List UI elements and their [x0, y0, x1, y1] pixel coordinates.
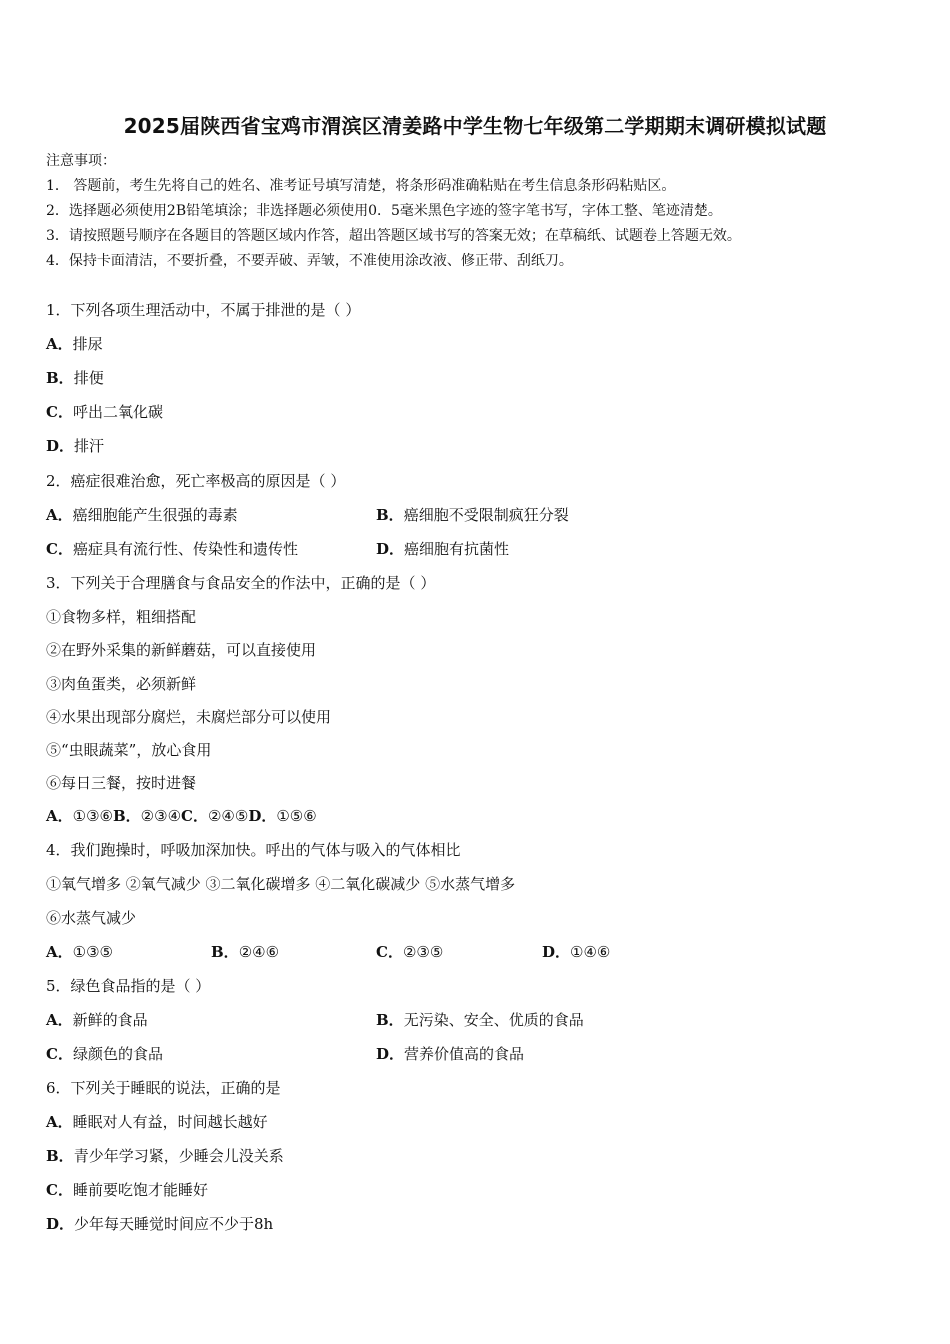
- q6-option-b: [46, 1146, 284, 1166]
- option-text: ②④⑤: [207, 807, 249, 825]
- q1-option-a: [46, 334, 103, 354]
- q2-options-row-1: [46, 505, 906, 525]
- q1-option-b: [46, 368, 104, 388]
- q2-option-a: [46, 506, 238, 524]
- notice-item-1: 1． 答题前，考生先将自己的姓名、准考证号填写清楚，将条形码准确粘贴在考生信息条形码粘贴区。: [46, 178, 676, 194]
- q4-option-b: [211, 942, 279, 962]
- notice-item-4: 4．保持卡面清洁，不要折叠，不要弄破、弄皱，不准使用涂改液、修正带、刮纸刀。: [46, 253, 573, 269]
- q5-option-d: [376, 1044, 524, 1064]
- q3-options: [46, 806, 317, 826]
- option-key: A．: [46, 1011, 73, 1029]
- option-text: 新鲜的食品: [72, 1011, 148, 1029]
- option-key: B．: [376, 506, 404, 524]
- q1-option-c: [46, 402, 163, 422]
- q6-option-a: [46, 1112, 268, 1132]
- option-key: D．: [46, 1215, 75, 1233]
- option-key: A．: [46, 807, 73, 825]
- option-text: 癌细胞有抗菌性: [404, 540, 510, 558]
- q3-item-6: ⑥每日三餐，按时进餐: [46, 774, 197, 792]
- option-key: A．: [46, 335, 73, 353]
- q3-item-5: ⑤“虫眼蔬菜”，放心食用: [46, 741, 212, 759]
- q5-option-c: [46, 1045, 163, 1063]
- option-key: B．: [376, 1011, 404, 1029]
- q2-stem: 2．癌症很难治愈，死亡率极高的原因是（ ）: [46, 472, 346, 490]
- option-text: ②③⑤: [402, 943, 444, 961]
- q3-stem: 3．下列关于合理膳食与食品安全的作法中，正确的是（ ）: [46, 574, 436, 592]
- option-text: 睡眠对人有益，时间越长越好: [72, 1113, 268, 1131]
- q3-option-c: [181, 807, 248, 825]
- option-key: D．: [376, 540, 405, 558]
- option-key: C．: [376, 943, 403, 961]
- option-key: A．: [46, 943, 73, 961]
- q3-option-b: [113, 807, 181, 825]
- notice-item-3: 3．请按照题号顺序在各题目的答题区域内作答，超出答题区域书写的答案无效；在草稿纸、试题卷上答题无效。: [46, 228, 741, 244]
- option-key: C．: [46, 1045, 73, 1063]
- option-key: C．: [46, 540, 73, 558]
- q5-stem: 5．绿色食品指的是（ ）: [46, 977, 211, 995]
- option-text: ②③④: [140, 807, 182, 825]
- option-text: 营养价值高的食品: [404, 1045, 525, 1063]
- q1-option-d: [46, 436, 104, 456]
- q2-option-d: [376, 539, 509, 559]
- q3-item-3: ③肉鱼蛋类，必须新鲜: [46, 675, 197, 693]
- q3-item-1: ①食物多样，粗细搭配: [46, 608, 197, 626]
- notice-heading: 注意事项：: [46, 153, 116, 169]
- option-text: 青少年学习紧，少睡会儿没关系: [73, 1147, 284, 1165]
- option-text: 睡前要吃饱才能睡好: [72, 1181, 208, 1199]
- option-text: 呼出二氧化碳: [72, 403, 163, 421]
- q3-item-4: ④水果出现部分腐烂，未腐烂部分可以使用: [46, 708, 332, 726]
- notice-item-2: 2．选择题必须使用2B铅笔填涂；非选择题必须使用0．5毫米黑色字迹的签字笔书写，字体工整、笔迹清楚。: [46, 203, 722, 219]
- q5-option-b: [376, 1010, 584, 1030]
- option-text: 少年每天睡觉时间应不少于8h: [74, 1215, 274, 1233]
- q5-options-row-2: [46, 1044, 906, 1064]
- option-text: 无污染、安全、优质的食品: [403, 1011, 584, 1029]
- option-text: 排便: [73, 369, 104, 387]
- q4-choices-line-1: ①氧气增多 ②氧气减少 ③二氧化碳增多 ④二氧化碳减少 ⑤水蒸气增多: [46, 875, 516, 893]
- q2-options-row-2: [46, 539, 906, 559]
- q4-option-a: [46, 942, 113, 962]
- q4-option-c: [376, 942, 443, 962]
- q4-option-d: [542, 942, 610, 962]
- q1-stem: 1．下列各项生理活动中，不属于排泄的是（ ）: [46, 301, 361, 319]
- option-text: 绿颜色的食品: [72, 1045, 163, 1063]
- option-key: D．: [376, 1045, 405, 1063]
- q2-option-c: [46, 540, 298, 558]
- q6-stem: 6．下列关于睡眠的说法，正确的是: [46, 1079, 281, 1097]
- option-key: C．: [46, 403, 73, 421]
- q3-item-2: ②在野外采集的新鲜蘑菇，可以直接使用: [46, 641, 317, 659]
- option-text: ②④⑥: [238, 943, 280, 961]
- option-key: C．: [181, 807, 208, 825]
- q6-option-d: [46, 1214, 273, 1234]
- option-key: B．: [46, 1147, 74, 1165]
- q3-option-d: [248, 807, 316, 825]
- option-key: A．: [46, 506, 73, 524]
- q6-option-c: [46, 1180, 208, 1200]
- q4-choices-line-2: ⑥水蒸气减少: [46, 909, 137, 927]
- option-key: B．: [46, 369, 74, 387]
- option-text: ①⑤⑥: [276, 807, 317, 825]
- option-text: 排汗: [74, 437, 105, 455]
- option-text: ①④⑥: [570, 943, 611, 961]
- option-text: 排尿: [72, 335, 103, 353]
- option-text: 癌细胞能产生很强的毒素: [72, 506, 238, 524]
- option-key: A．: [46, 1113, 73, 1131]
- option-key: B．: [112, 807, 141, 825]
- option-key: D．: [248, 807, 277, 825]
- option-key: D．: [46, 437, 75, 455]
- q5-option-a: [46, 1011, 148, 1029]
- q4-stem: 4．我们跑操时，呼吸加深加快。呼出的气体与吸入的气体相比: [46, 841, 461, 859]
- page-title: 2025届陕西省宝鸡市渭滨区清姜路中学生物七年级第二学期期末调研模拟试题: [123, 114, 827, 138]
- option-text: ①③⑤: [72, 943, 113, 961]
- option-text: 癌细胞不受限制疯狂分裂: [403, 506, 569, 524]
- option-key: C．: [46, 1181, 73, 1199]
- q3-option-a: [46, 807, 113, 825]
- q5-options-row-1: [46, 1010, 906, 1030]
- option-key: D．: [542, 943, 571, 961]
- option-text: 癌症具有流行性、传染性和遗传性: [72, 540, 298, 558]
- q2-option-b: [376, 505, 569, 525]
- option-text: ①③⑥: [72, 807, 113, 825]
- option-key: B．: [211, 943, 239, 961]
